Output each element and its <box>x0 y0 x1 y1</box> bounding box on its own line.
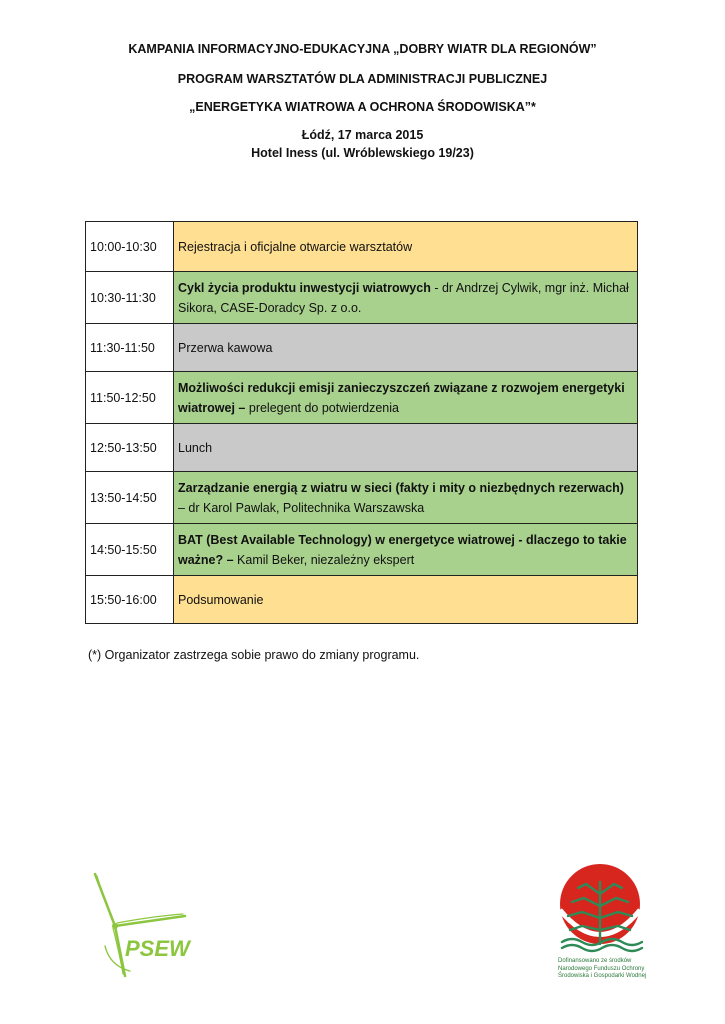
agenda-row <box>86 472 638 524</box>
header-line-2: PROGRAM WARSZTATÓW DLA ADMINISTRACJI PUBLICZNEJ <box>177 72 548 86</box>
agenda-topic <box>174 472 638 524</box>
header-line-3: „ENERGETYKA WIATROWA A OCHRONA ŚRODOWISKA”* <box>189 100 536 114</box>
agenda-table <box>85 221 638 624</box>
agenda-topic <box>174 272 638 324</box>
agenda-topic-text: prelegent do potwierdzenia <box>245 400 399 415</box>
wind-turbine-icon <box>85 866 205 986</box>
agenda-row <box>86 576 638 624</box>
header-line-1: KAMPANIA INFORMACYJNO-EDUKACYJNA „DOBRY WIATR DLA REGIONÓW” <box>128 42 597 56</box>
agenda-topic-bold: Możliwości redukcji emisji zanieczyszczeń związane z rozwojem energetyki wiatrowej – <box>178 380 625 415</box>
agenda-topic <box>174 576 638 624</box>
agenda-time: 15:50-16:00 <box>86 576 174 624</box>
agenda-time: 12:50-13:50 <box>86 424 174 472</box>
agenda-topic-text: – dr Karol Pawlak, Politechnika Warszawska <box>178 500 425 515</box>
agenda-time: 11:50-12:50 <box>86 372 174 424</box>
agenda-topic <box>174 372 638 424</box>
agenda-row <box>86 372 638 424</box>
agenda-time: 10:00-10:30 <box>86 222 174 272</box>
agenda-row <box>86 524 638 576</box>
agenda-row <box>86 222 638 272</box>
agenda-row <box>86 272 638 324</box>
event-date: Łódź, 17 marca 2015 <box>301 128 424 142</box>
agenda-topic-text: Rejestracja i oficjalne otwarcie warsztatów <box>178 239 413 254</box>
agenda-time: 10:30-11:30 <box>86 272 174 324</box>
psew-logo <box>85 866 205 986</box>
agenda-topic <box>174 222 638 272</box>
agenda-topic <box>174 524 638 576</box>
agenda-row <box>86 424 638 472</box>
agenda-row <box>86 324 638 372</box>
event-venue: Hotel Iness (ul. Wróblewskiego 19/23) <box>251 146 474 160</box>
agenda-topic-bold: Cykl życia produktu inwestycji wiatrowych <box>178 280 431 295</box>
agenda-time: 11:30-11:50 <box>86 324 174 372</box>
agenda-topic <box>174 424 638 472</box>
agenda-topic-text: Przerwa kawowa <box>178 340 273 355</box>
nfosigw-caption: Dofinansowano ze środków Narodowego Funduszu Ochrony Środowiska i Gospodarki Wodnej <box>558 958 647 979</box>
agenda-topic-text: Podsumowanie <box>178 592 264 607</box>
footnote: (*) Organizator zastrzega sobie prawo do zmiany programu. <box>88 648 420 662</box>
agenda-topic-bold: Zarządzanie energią z wiatru w sieci (fakty i mity o niezbędnych rezerwach) <box>178 480 624 495</box>
agenda-topic-text: - dr Andrzej Cylwik, mgr inż. Michał Sikora, CASE-Doradcy Sp. z o.o. <box>178 280 629 315</box>
agenda-topic-text: Lunch <box>178 440 213 455</box>
nfosigw-tree-icon <box>556 864 646 956</box>
agenda-topic <box>174 324 638 372</box>
agenda-topic-bold: BAT (Best Available Technology) w energetyce wiatrowej - dlaczego to takie ważne? – <box>178 532 627 567</box>
agenda-time: 14:50-15:50 <box>86 524 174 576</box>
agenda-time: 13:50-14:50 <box>86 472 174 524</box>
psew-logo-text: PSEW <box>125 936 190 961</box>
agenda-topic-text: Kamil Beker, niezależny ekspert <box>233 552 415 567</box>
